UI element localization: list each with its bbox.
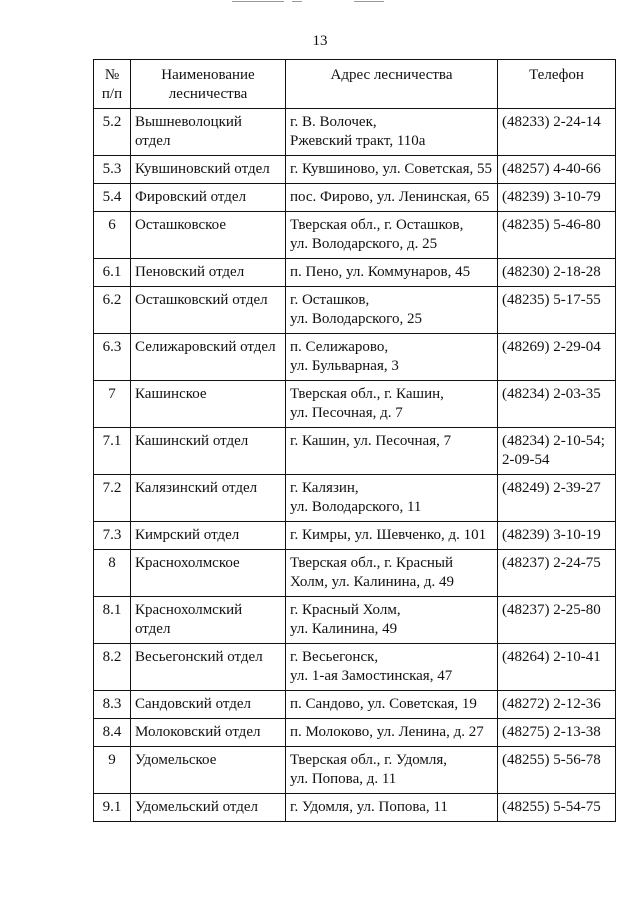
forestry-address-line: г. Осташков, <box>290 292 370 308</box>
table-row <box>94 522 616 550</box>
header-row <box>94 60 616 109</box>
forestry-phone-line: (48269) 2-29-04 <box>502 339 601 355</box>
table-row <box>94 428 616 475</box>
page-number: 13 <box>312 33 328 49</box>
table-row <box>94 109 616 156</box>
forestry-phone <box>498 522 616 550</box>
table-row <box>94 691 616 719</box>
forestry-name-line: Кувшиновский отдел <box>135 161 270 177</box>
forestry-address <box>286 794 498 822</box>
header-number-line: № <box>104 67 120 83</box>
row-number: 6.2 <box>94 287 131 334</box>
forestry-name-line: отдел <box>135 133 171 149</box>
forestry-address-line: пос. Фирово, ул. Ленинская, 65 <box>290 189 490 205</box>
forestry-name <box>131 597 286 644</box>
table-row <box>94 259 616 287</box>
forestry-name <box>131 719 286 747</box>
forestry-name-line: Вышневолоцкий <box>135 114 242 130</box>
forestry-name <box>131 259 286 287</box>
row-number: 7 <box>94 381 131 428</box>
table-row <box>94 156 616 184</box>
header-address-line: Адрес лесничества <box>330 67 453 83</box>
header-name-line: лесничества <box>168 86 248 102</box>
forestry-phone <box>498 109 616 156</box>
header-phone-line: Телефон <box>529 67 584 83</box>
header-name-line: Наименование <box>161 67 255 83</box>
forestry-address-line: ул. Бульварная, 3 <box>290 358 399 374</box>
table-body <box>94 109 616 822</box>
forestry-address <box>286 719 498 747</box>
forestry-phone <box>498 184 616 212</box>
forestry-address-line: Тверская обл., г. Удомля, <box>290 752 448 768</box>
row-number: 6.1 <box>94 259 131 287</box>
forestry-address-line: г. Весьегонск, <box>290 649 379 665</box>
row-number: 8 <box>94 550 131 597</box>
forestry-address-line: ул. 1-ая Замостинская, 47 <box>290 668 453 684</box>
forestry-phone-line: (48239) 3-10-79 <box>502 189 601 205</box>
forestry-name <box>131 156 286 184</box>
forestry-phone-line: (48237) 2-24-75 <box>502 555 601 571</box>
forestry-address <box>286 184 498 212</box>
forestry-address-line: Тверская обл., г. Осташков, <box>290 217 464 233</box>
forestry-phone <box>498 794 616 822</box>
forestry-name <box>131 184 286 212</box>
forestry-address <box>286 597 498 644</box>
row-number: 6.3 <box>94 334 131 381</box>
forestry-address <box>286 522 498 550</box>
table-row <box>94 644 616 691</box>
forestry-phone-line: (48230) 2-18-28 <box>502 264 601 280</box>
forestry-name <box>131 287 286 334</box>
forestry-name <box>131 522 286 550</box>
forestry-name <box>131 691 286 719</box>
forestry-name-line: отдел <box>135 621 171 637</box>
forestry-phone <box>498 428 616 475</box>
forestry-name <box>131 475 286 522</box>
header-number-line: п/п <box>101 86 123 102</box>
forestry-phone <box>498 550 616 597</box>
forestry-address-line: г. В. Волочек, <box>290 114 377 130</box>
forestry-address <box>286 259 498 287</box>
forestry-address-line: п. Пено, ул. Коммунаров, 45 <box>290 264 471 280</box>
forestry-phone-line: (48237) 2-25-80 <box>502 602 601 618</box>
header-phone <box>498 60 616 109</box>
row-number: 9.1 <box>94 794 131 822</box>
forestry-name-line: Молоковский отдел <box>135 724 261 740</box>
row-number: 8.2 <box>94 644 131 691</box>
row-number: 8.4 <box>94 719 131 747</box>
row-number: 5.4 <box>94 184 131 212</box>
forestry-name <box>131 747 286 794</box>
forestry-address-line: п. Молоково, ул. Ленина, д. 27 <box>290 724 484 740</box>
forestry-phone-line: (48234) 2-10-54; <box>502 433 605 449</box>
forestry-name <box>131 794 286 822</box>
forestry-address-line: г. Кашин, ул. Песочная, 7 <box>290 433 452 449</box>
forestry-phone <box>498 475 616 522</box>
forestry-phone <box>498 259 616 287</box>
table-row <box>94 184 616 212</box>
row-number: 9 <box>94 747 131 794</box>
forestry-phone-line: (48275) 2-13-38 <box>502 724 601 740</box>
forestry-address-line: Ржевский тракт, 110а <box>290 133 426 149</box>
header-number <box>94 60 131 109</box>
forestry-phone <box>498 719 616 747</box>
forestry-address <box>286 287 498 334</box>
forestry-phone <box>498 597 616 644</box>
forestry-address-line: г. Красный Холм, <box>290 602 401 618</box>
forestry-phone <box>498 334 616 381</box>
table-row <box>94 287 616 334</box>
forestry-name-line: Кимрский отдел <box>135 527 240 543</box>
forestry-phone <box>498 381 616 428</box>
forestry-address-line: ул. Володарского, 11 <box>290 499 422 515</box>
forestry-address <box>286 334 498 381</box>
forestry-address-line: ул. Калинина, 49 <box>290 621 398 637</box>
forestry-address <box>286 109 498 156</box>
forestry-name-line: Удомельский отдел <box>135 799 259 815</box>
forestry-name-line: Весьегонский отдел <box>135 649 263 665</box>
forestry-address-line: п. Селижарово, <box>290 339 389 355</box>
forestry-address-line: Холм, ул. Калинина, д. 49 <box>290 574 454 590</box>
header-name <box>131 60 286 109</box>
forestry-name-line: Осташковское <box>135 217 226 233</box>
forestry-phone <box>498 644 616 691</box>
forestry-phone-line: (48249) 2-39-27 <box>502 480 601 496</box>
table-row <box>94 719 616 747</box>
table-row <box>94 334 616 381</box>
row-number: 5.2 <box>94 109 131 156</box>
forestry-phone-line: (48255) 5-56-78 <box>502 752 601 768</box>
row-number: 5.3 <box>94 156 131 184</box>
forestry-phone-line: (48235) 5-46-80 <box>502 217 601 233</box>
forestry-address-line: ул. Песочная, д. 7 <box>290 405 403 421</box>
forestry-name-line: Краснохолмский <box>135 602 243 618</box>
forestry-name <box>131 550 286 597</box>
forestry-address <box>286 428 498 475</box>
table-header <box>94 60 616 109</box>
forestry-name <box>131 212 286 259</box>
forestry-address-line: ул. Попова, д. 11 <box>290 771 397 787</box>
forestry-address-line: п. Сандово, ул. Советская, 19 <box>290 696 477 712</box>
row-number: 6 <box>94 212 131 259</box>
forestry-name <box>131 644 286 691</box>
forestry-phone-line: (48234) 2-03-35 <box>502 386 601 402</box>
forestry-address-line: г. Калязин, <box>290 480 359 496</box>
forestry-address-line: ул. Володарского, д. 25 <box>290 236 438 252</box>
forestry-name <box>131 381 286 428</box>
row-number: 7.2 <box>94 475 131 522</box>
forestry-phone-line: (48255) 5-54-75 <box>502 799 601 815</box>
row-number: 7.1 <box>94 428 131 475</box>
table-row <box>94 381 616 428</box>
row-number: 8.3 <box>94 691 131 719</box>
top-edge-marks <box>0 0 640 6</box>
forestry-name-line: Кашинское <box>135 386 207 402</box>
forestry-table <box>93 59 616 822</box>
forestry-phone-line: (48233) 2-24-14 <box>502 114 601 130</box>
forestry-phone-line: (48257) 4-40-66 <box>502 161 601 177</box>
table-row <box>94 475 616 522</box>
forestry-address <box>286 747 498 794</box>
forestry-name-line: Фировский отдел <box>135 189 247 205</box>
forestry-address-line: ул. Володарского, 25 <box>290 311 422 327</box>
forestry-phone-line: (48239) 3-10-19 <box>502 527 601 543</box>
forestry-address <box>286 156 498 184</box>
forestry-address-line: г. Удомля, ул. Попова, 11 <box>290 799 448 815</box>
forestry-phone <box>498 212 616 259</box>
forestry-phone-line: (48272) 2-12-36 <box>502 696 601 712</box>
forestry-name-line: Сандовский отдел <box>135 696 252 712</box>
row-number: 8.1 <box>94 597 131 644</box>
forestry-address <box>286 550 498 597</box>
forestry-phone <box>498 287 616 334</box>
header-address <box>286 60 498 109</box>
forestry-name-line: Пеновский отдел <box>135 264 245 280</box>
row-number: 7.3 <box>94 522 131 550</box>
table-row <box>94 212 616 259</box>
forestry-phone <box>498 691 616 719</box>
forestry-address <box>286 644 498 691</box>
forestry-name <box>131 109 286 156</box>
forestry-phone <box>498 747 616 794</box>
forestry-name-line: Удомельское <box>135 752 217 768</box>
table-row <box>94 550 616 597</box>
table-row <box>94 794 616 822</box>
table-row <box>94 747 616 794</box>
forestry-address <box>286 381 498 428</box>
forestry-name-line: Кашинский отдел <box>135 433 249 449</box>
forestry-address-line: Тверская обл., г. Красный <box>290 555 454 571</box>
forestry-name <box>131 334 286 381</box>
forestry-address-line: г. Кимры, ул. Шевченко, д. 101 <box>290 527 487 543</box>
forestry-address <box>286 475 498 522</box>
forestry-phone <box>498 156 616 184</box>
forestry-phone-line: (48235) 5-17-55 <box>502 292 601 308</box>
forestry-name-line: Краснохолмское <box>135 555 240 571</box>
forestry-address-line: Тверская обл., г. Кашин, <box>290 386 444 402</box>
forestry-address-line: г. Кувшиново, ул. Советская, 55 <box>290 161 493 177</box>
forestry-name-line: Селижаровский отдел <box>135 339 276 355</box>
forestry-phone-line: (48264) 2-10-41 <box>502 649 601 665</box>
forestry-phone-line: 2-09-54 <box>502 452 550 468</box>
forestry-name-line: Осташковский отдел <box>135 292 268 308</box>
table-row <box>94 597 616 644</box>
forestry-name-line: Калязинский отдел <box>135 480 258 496</box>
forestry-address <box>286 212 498 259</box>
forestry-name <box>131 428 286 475</box>
forestry-address <box>286 691 498 719</box>
